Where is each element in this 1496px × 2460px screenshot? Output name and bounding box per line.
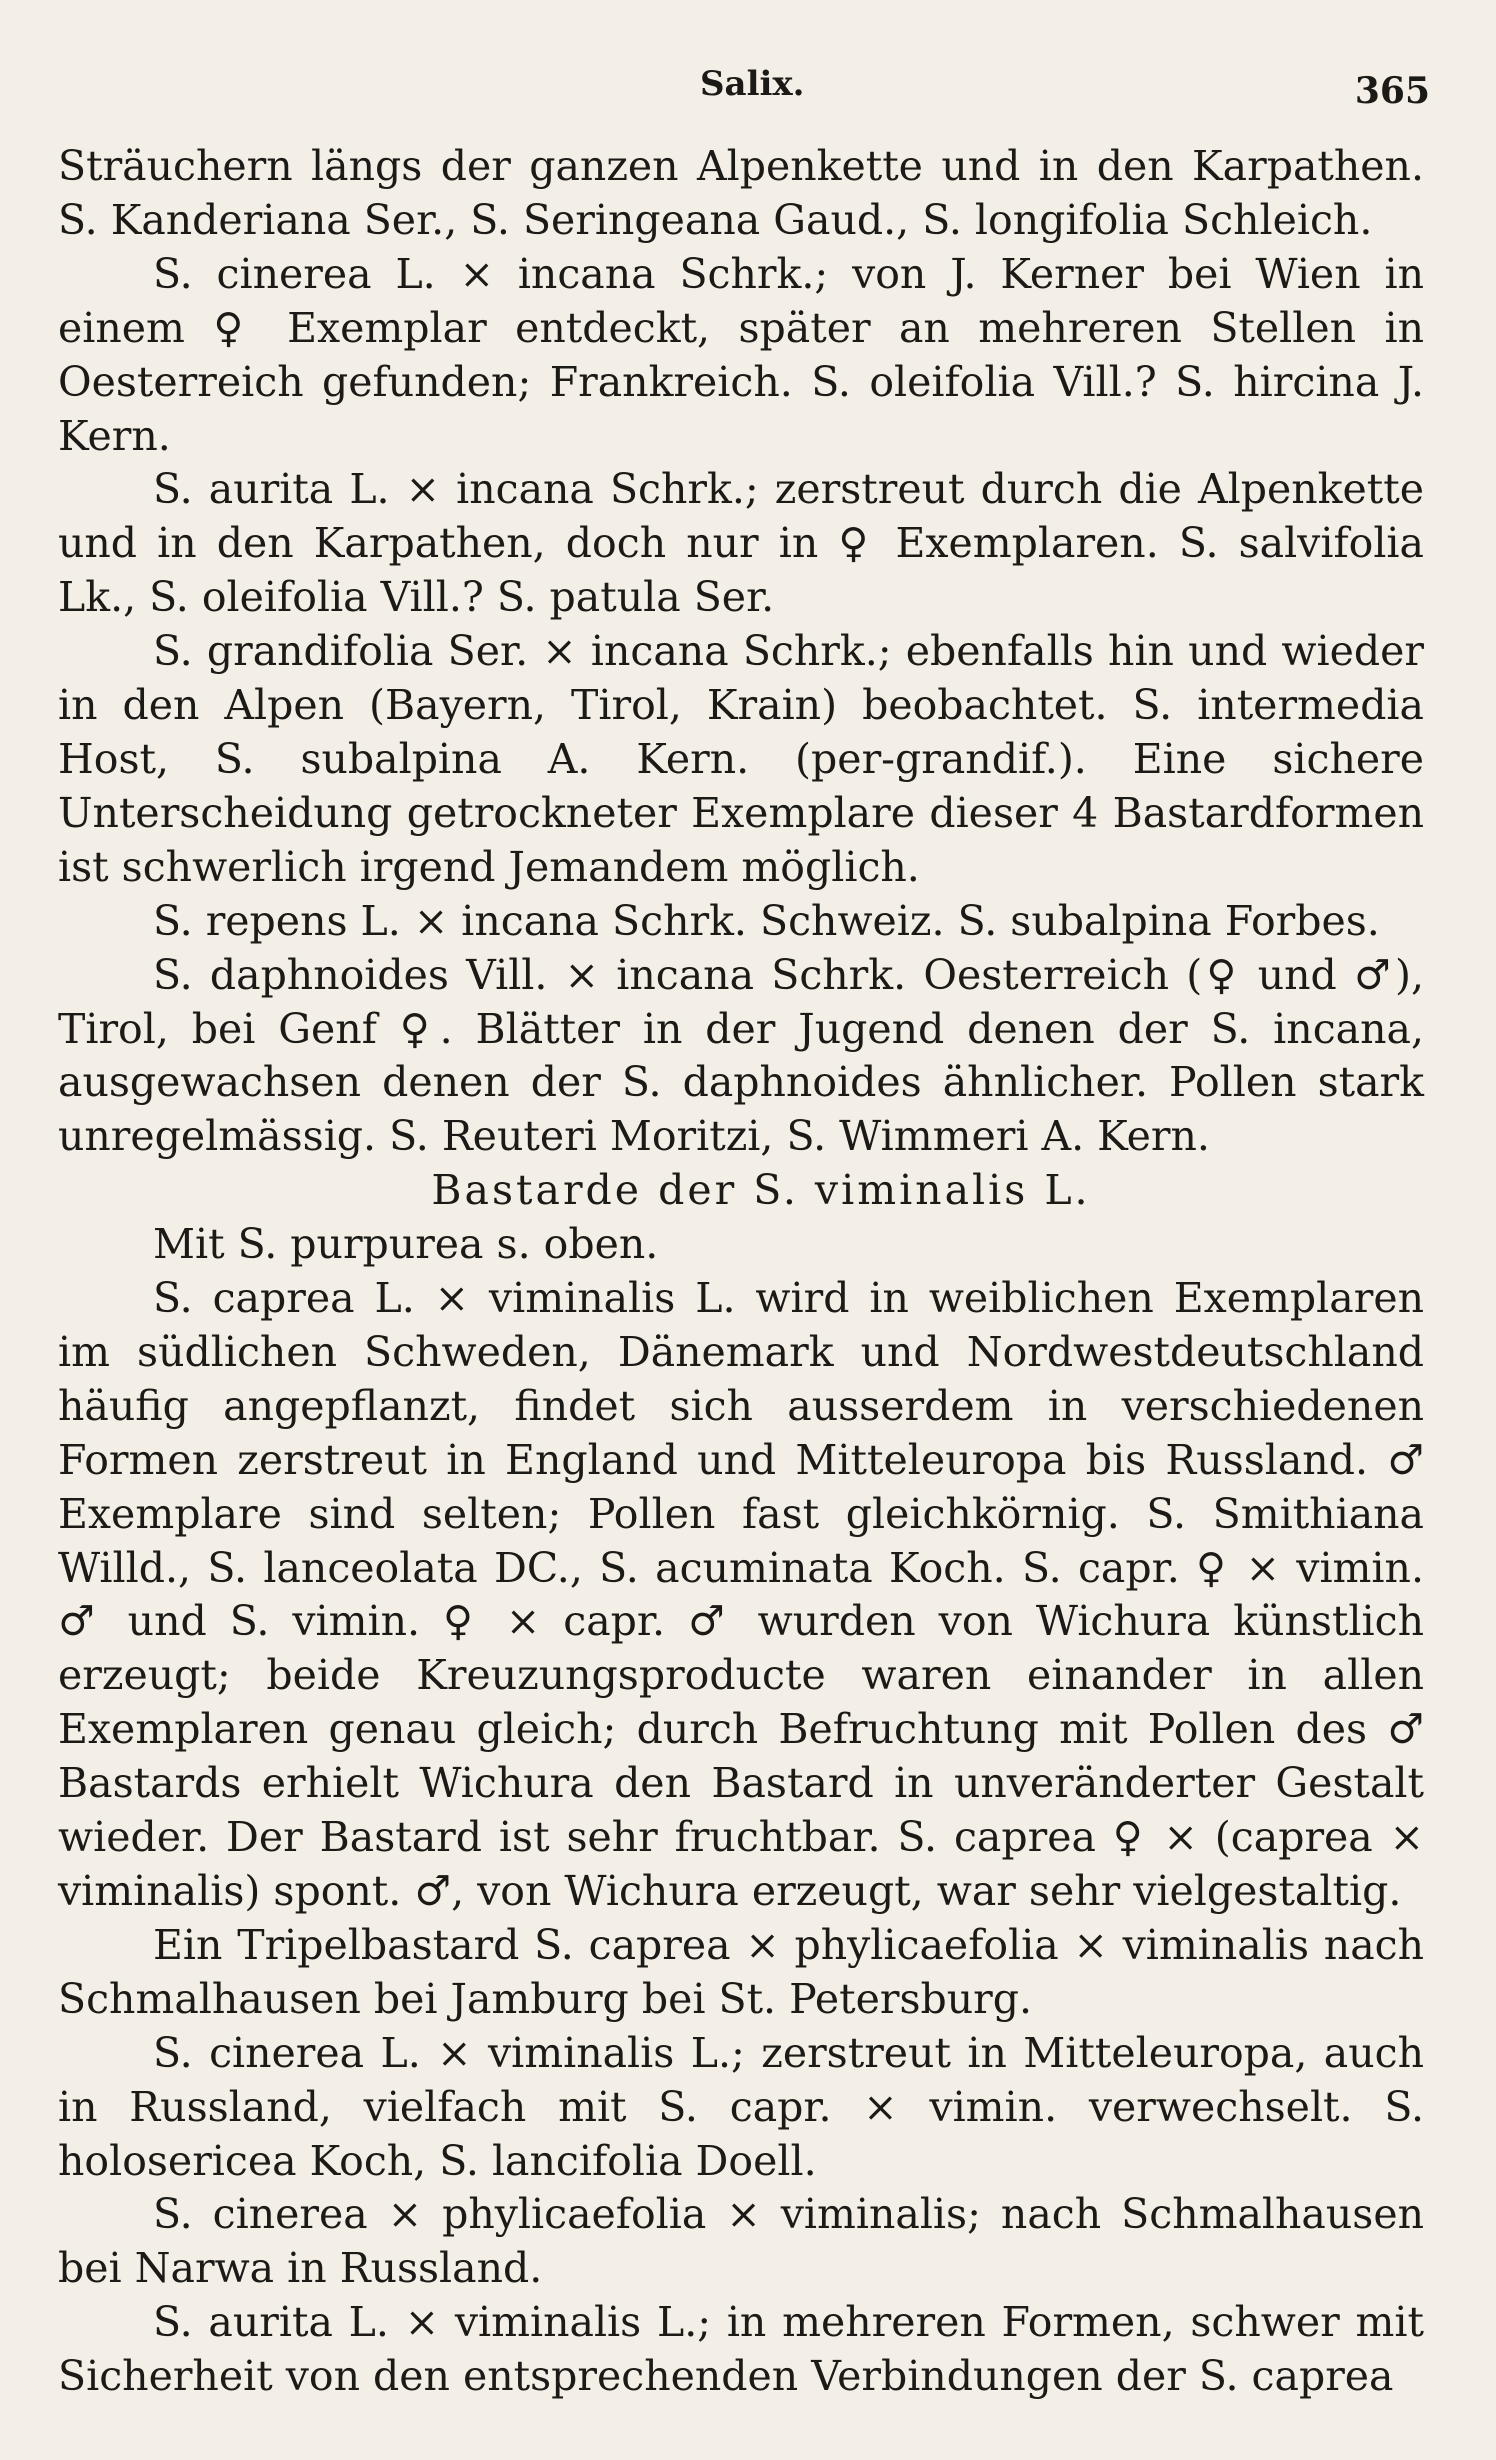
- body-text: [58, 140, 1424, 2404]
- paragraph-2: S. cinerea L. × incana Schrk.; von J. Kerner bei Wien in einem ♀ Exemplar entdeckt, später an mehreren Stellen in Oesterreich gefunden; Frankreich. S. oleifolia Vill.? S. hircina J. Kern.: [58, 249, 1424, 460]
- paragraph-3: S. aurita L. × incana Schrk.; zerstreut durch die Alpenkette und in den Karpathen, doch nur in ♀ Exemplaren. S. salvifolia Lk., S. oleifolia Vill.? S. patula Ser.: [58, 465, 1424, 622]
- paragraph-5: S. repens L. × incana Schrk. Schweiz. S. subalpina Forbes.: [153, 896, 1380, 945]
- paragraph-6: S. daphnoides Vill. × incana Schrk. Oesterreich (♀ und ♂), Tirol, bei Genf ♀. Blätter in der Jugend denen der S. incana, ausgewachsen denen der S. daphnoides ähnlicher. Pollen stark unregelmässig. S. Reuteri Moritzi, S. Wimmeri A. Kern.: [58, 950, 1424, 1161]
- running-head-title: Salix.: [700, 64, 805, 104]
- paragraph-8: S. caprea L. × viminalis L. wird in weiblichen Exemplaren im südlichen Schweden, Dänemark und Nordwestdeutschland häufig angepflanzt, findet sich ausserdem in verschiedenen Formen zerstreut in England und Mitteleuropa bis Russland. ♂ Exemplare sind selten; Pollen fast gleichkörnig. S. Smithiana Willd., S. lanceolata DC., S. acuminata Koch. S. capr. ♀ × vimin. ♂ und S. vimin. ♀ × capr. ♂ wurden von Wichura künstlich erzeugt; beide Kreuzungsproducte waren einander in allen Exemplaren genau gleich; durch Befruchtung mit Pollen des ♂ Bastards erhielt Wichura den Bastard in unveränderter Gestalt wieder. Der Bastard ist sehr fruchtbar. S. caprea ♀ × (caprea × viminalis) spont. ♂, von Wichura erzeugt, war sehr vielgestaltig.: [58, 1274, 1424, 1915]
- page-number: 365: [1354, 70, 1430, 112]
- paragraph-7: Mit S. purpurea s. oben.: [153, 1220, 659, 1269]
- paragraph-4: S. grandifolia Ser. × incana Schrk.; ebenfalls hin und wieder in den Alpen (Bayern, Tirol, Krain) beobachtet. S. intermedia Host, S. subalpina A. Kern. (per-grandif.). Eine sichere Unterscheidung getrockneter Exemplare dieser 4 Bastardformen ist schwerlich irgend Jemandem möglich.: [58, 627, 1424, 891]
- running-head: [0, 64, 1496, 114]
- paragraph-10: S. cinerea L. × viminalis L.; zerstreut in Mitteleuropa, auch in Russland, vielfach mit S. capr. × vimin. verwechselt. S. holosericea Koch, S. lancifolia Doell.: [58, 2028, 1424, 2185]
- paragraph-9: Ein Tripelbastard S. caprea × phylicaefolia × viminalis nach Schmalhausen bei Jamburg bei St. Petersburg.: [58, 1920, 1424, 2023]
- paragraph-12: S. aurita L. × viminalis L.; in mehreren Formen, schwer mit Sicherheit von den entsprechenden Verbindungen der S. caprea: [58, 2298, 1424, 2401]
- paragraph-11: S. cinerea × phylicaefolia × viminalis; nach Schmalhausen bei Narwa in Russland.: [58, 2190, 1424, 2293]
- paragraph-1: Sträuchern längs der ganzen Alpenkette und in den Karpathen. S. Kanderiana Ser., S. Seringeana Gaud., S. longifolia Schleich.: [58, 142, 1424, 244]
- section-heading: Bastarde der S. viminalis L.: [431, 1166, 1091, 1215]
